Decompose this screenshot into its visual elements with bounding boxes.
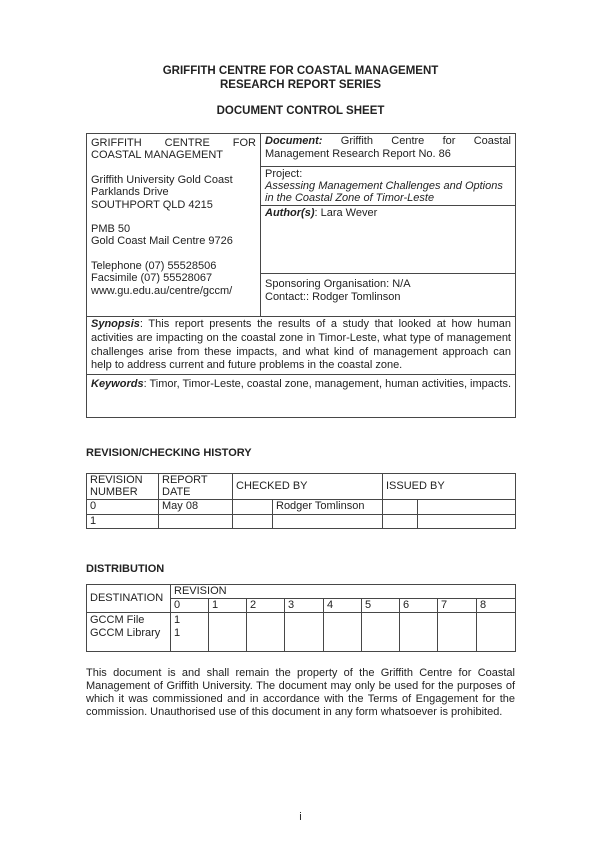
document-cell (261, 134, 516, 167)
org-fax: Facsimile (07) 55528067 (91, 272, 213, 285)
distribution-count-cell (324, 613, 362, 652)
sponsoring-contact: Contact:: Rodger Tomlinson (265, 291, 401, 303)
synopsis-label: Synopsis (91, 318, 140, 330)
distribution-count: 1 (174, 614, 181, 627)
document-control-table (86, 133, 516, 418)
authors-label: Author(s) (265, 207, 315, 219)
destination-name: GCCM Library (90, 627, 161, 640)
issued-by-cell (383, 514, 418, 529)
revision-col-header: 5 (362, 599, 400, 613)
header-line-2: RESEARCH REPORT SERIES (219, 79, 382, 91)
report-date-cell (159, 514, 233, 529)
table-row (87, 317, 516, 375)
organisation-name: GRIFFITH CENTRE FOR COASTAL MANAGEMENT (91, 137, 256, 162)
distribution-heading: DISTRIBUTION (86, 563, 165, 576)
sponsoring-organisation: Sponsoring Organisation: N/A (265, 278, 411, 290)
table-row (87, 375, 516, 418)
organisation-cell (87, 134, 261, 317)
keywords-label: Keywords (91, 378, 144, 391)
issued-by-cell (418, 500, 516, 515)
issued-by-header: ISSUED BY (383, 474, 516, 500)
revision-col-header: 8 (477, 599, 516, 613)
page-number: i (299, 811, 302, 824)
synopsis-cell (87, 317, 516, 375)
document-label: Document: (265, 135, 323, 147)
distribution-count-cell (362, 613, 400, 652)
revision-col-header: 7 (438, 599, 477, 613)
sheet-title: DOCUMENT CONTROL SHEET (216, 105, 385, 117)
checked-by-header: CHECKED BY (233, 474, 383, 500)
revision-number-cell: 0 (87, 500, 159, 515)
revision-number-header: REVISION NUMBER (87, 474, 159, 500)
destination-name: GCCM File (90, 614, 145, 627)
revision-col-header: 6 (400, 599, 438, 613)
report-date-cell: May 08 (159, 500, 233, 515)
revision-history-table (86, 473, 516, 529)
revision-col-header: 3 (285, 599, 324, 613)
distribution-table (86, 584, 516, 652)
project-label: Project: (265, 168, 303, 180)
table-row (87, 613, 516, 652)
org-address-line: Griffith University Gold Coast (91, 173, 233, 186)
issued-by-cell (383, 500, 418, 515)
distribution-count-cell (400, 613, 438, 652)
org-address-line: SOUTHPORT QLD 4215 (91, 198, 213, 211)
distribution-count-cell (171, 613, 209, 652)
table-header-row (87, 585, 516, 599)
checked-by-cell (233, 514, 273, 529)
distribution-count-cell (477, 613, 516, 652)
report-series-header (86, 64, 515, 92)
org-phone: Telephone (07) 55528506 (91, 259, 217, 272)
authors-value: : Lara Wever (314, 207, 378, 219)
distribution-count-cell (438, 613, 477, 652)
keywords-cell (87, 375, 516, 418)
revision-col-header: 2 (247, 599, 285, 613)
revision-col-header: 0 (171, 599, 209, 613)
spacer (91, 162, 256, 174)
table-row (87, 514, 516, 529)
checked-by-cell: Rodger Tomlinson (273, 500, 383, 515)
report-date-header: REPORT DATE (159, 474, 233, 500)
table-header-row (87, 474, 516, 500)
distribution-count-cell (247, 613, 285, 652)
checked-by-cell (233, 500, 273, 515)
property-notice: This document is and shall remain the property of the Griffith Centre for Coastal Management of Griffith University. The document may only be used for the purposes of which it was commissioned and in accordance with the Terms of Engagement for the commission. Unauthorised use of this document in any form whatsoever is prohibited. (86, 667, 515, 719)
distribution-count-cell (209, 613, 247, 652)
spacer (91, 211, 256, 223)
org-website: www.gu.edu.au/centre/gccm/ (91, 284, 233, 297)
revision-col-header: 4 (324, 599, 362, 613)
page-content (86, 0, 515, 823)
org-postal-line: PMB 50 (91, 223, 131, 236)
project-value: Assessing Management Challenges and Options in the Coastal Zone of Timor-Leste (265, 180, 503, 204)
org-address-line: Parklands Drive (91, 186, 169, 199)
document-value: Griffith Centre for Coastal Management Research Report No. 86 (265, 135, 512, 160)
revision-history-heading: REVISION/CHECKING HISTORY (86, 447, 252, 460)
authors-cell (261, 206, 516, 274)
header-line-1: GRIFFITH CENTRE FOR COASTAL MANAGEMENT (162, 65, 439, 77)
spacer (91, 248, 256, 260)
synopsis-value: : This report presents the results of a study that looked at how human activities are impacting on the coastal zone in Timor-Leste, what type of management challenges arise from these impacts, and what kind of management approach can help to address current and future problems in the coastal zone. (91, 318, 511, 372)
table-row (87, 134, 516, 167)
revision-col-header: 1 (209, 599, 247, 613)
checked-by-cell (273, 514, 383, 529)
keywords-value: : Timor, Timor-Leste, coastal zone, management, human activities, impacts. (143, 378, 512, 391)
org-postal-line: Gold Coast Mail Centre 9726 (91, 235, 233, 248)
distribution-count-cell (285, 613, 324, 652)
project-cell (261, 167, 516, 206)
revision-number-cell: 1 (87, 514, 159, 529)
table-row (87, 500, 516, 515)
destination-header: DESTINATION (87, 585, 171, 613)
distribution-count: 1 (174, 627, 181, 640)
revision-header: REVISION (171, 585, 516, 599)
destination-cell (87, 613, 171, 652)
sponsoring-cell (261, 274, 516, 317)
issued-by-cell (418, 514, 516, 529)
